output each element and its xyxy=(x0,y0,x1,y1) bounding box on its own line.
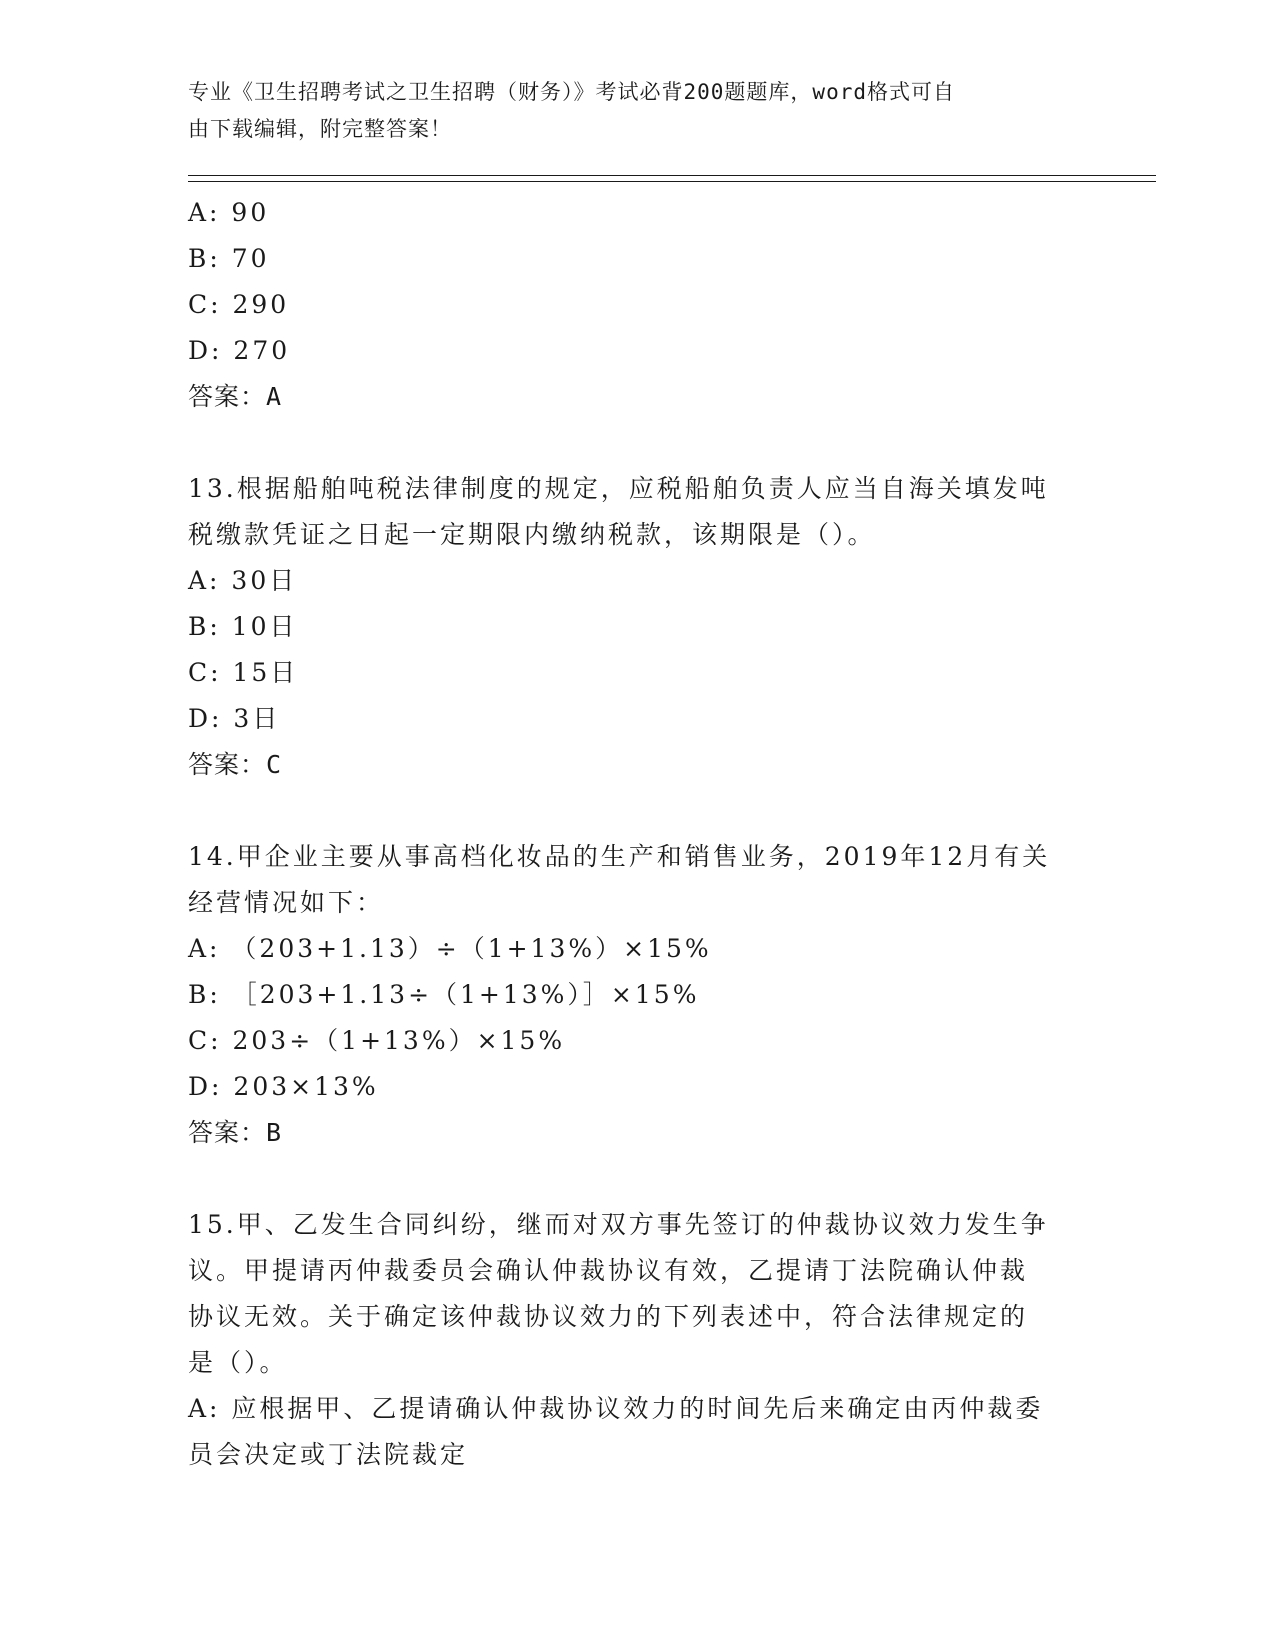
question-14 xyxy=(188,834,1088,1156)
option-a-line: A: 应根据甲、乙提请确认仲裁协议效力的时间先后来确定由丙仲裁委 xyxy=(188,1394,1044,1423)
header-line-1: 专业《卫生招聘考试之卫生招聘（财务）》考试必背200题题库，word格式可自 xyxy=(188,80,955,104)
option-a-line: 员会决定或丁法院裁定 xyxy=(188,1440,469,1469)
question-text-line: 议。甲提请丙仲裁委员会确认仲裁协议有效，乙提请丁法院确认仲裁 xyxy=(188,1256,1029,1285)
spacer xyxy=(188,788,1088,834)
option-c: C: 15日 xyxy=(188,658,299,687)
question-15 xyxy=(188,1202,1088,1478)
option-b: B: 10日 xyxy=(188,612,298,641)
option-d: D: 270 xyxy=(188,336,291,365)
option-a: A: （203+1.13）÷（1+13%）×15% xyxy=(188,934,712,963)
header-rule-top xyxy=(188,175,1156,176)
question-text xyxy=(188,834,1088,926)
document-header xyxy=(188,74,1068,148)
option-b: B: ［203+1.13÷（1+13%）］×15% xyxy=(188,980,700,1009)
question-text-line: 经营情况如下： xyxy=(188,888,385,917)
spacer xyxy=(188,1156,1088,1202)
option-a: A: 30日 xyxy=(188,566,298,595)
answer: 答案：B xyxy=(188,1118,283,1147)
spacer xyxy=(188,420,1088,466)
question-text-line: 15.甲、乙发生合同纠纷，继而对双方事先签订的仲裁协议效力发生争 xyxy=(188,1210,1049,1239)
option-d: D: 203×13% xyxy=(188,1072,379,1101)
header-rule-bottom xyxy=(188,181,1156,182)
option-a: A: 90 xyxy=(188,198,270,227)
header-line-2: 由下载编辑，附完整答案！ xyxy=(188,117,452,141)
question-text xyxy=(188,466,1088,558)
option-c: C: 203÷（1+13%）×15% xyxy=(188,1026,566,1055)
question-text-line: 13.根据船舶吨税法律制度的规定，应税船舶负责人应当自海关填发吨 xyxy=(188,474,1049,503)
option-a xyxy=(188,1386,1088,1478)
option-b: B: 70 xyxy=(188,244,270,273)
answer: 答案：A xyxy=(188,382,283,411)
answer: 答案：C xyxy=(188,750,283,779)
option-d: D: 3日 xyxy=(188,704,281,733)
question-text-line: 税缴款凭证之日起一定期限内缴纳税款，该期限是（）。 xyxy=(188,520,876,549)
question-12 xyxy=(188,190,1088,420)
question-text-line: 协议无效。关于确定该仲裁协议效力的下列表述中，符合法律规定的 xyxy=(188,1302,1029,1331)
option-c: C: 290 xyxy=(188,290,290,319)
question-text-line: 14.甲企业主要从事高档化妆品的生产和销售业务，2019年12月有关 xyxy=(188,842,1051,871)
question-13 xyxy=(188,466,1088,788)
question-text xyxy=(188,1202,1088,1386)
question-list xyxy=(188,190,1088,1478)
question-text-line: 是（）。 xyxy=(188,1348,288,1377)
